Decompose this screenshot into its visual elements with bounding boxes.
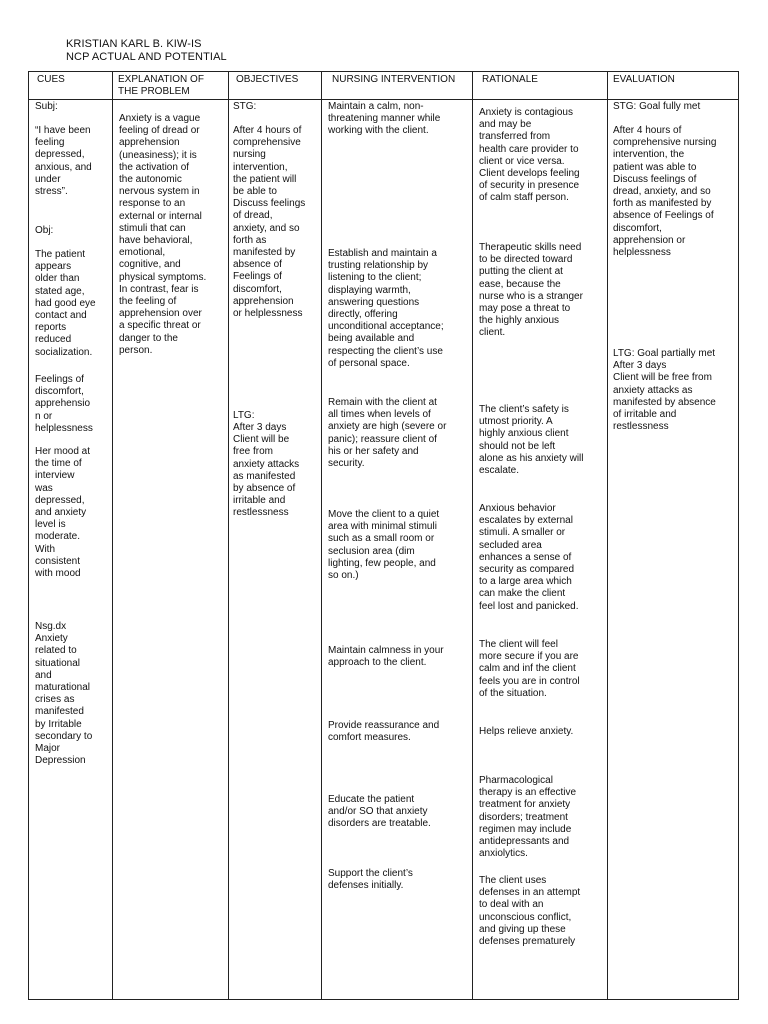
header-cues: CUES xyxy=(37,74,65,85)
column-divider xyxy=(607,72,608,999)
author-name: KRISTIAN KARL B. KIW-IS xyxy=(66,38,202,50)
header-objectives: OBJECTIVES xyxy=(236,74,299,85)
rationale-item: The client will feel more secure if you are calm and inf the client feels you are in control of the situation. xyxy=(479,639,580,699)
intervention-item: Remain with the client at all times when levels of anxiety are high (severe or panic); reassure client of his or her safety and security. xyxy=(328,397,447,470)
explanation-text: Anxiety is a vague feeling of dread or apprehension (uneasiness); it is the activation of the autonomic nervous system in response to an external or internal stimuli that can have behavioral, emotional, cognitive, and physical symptoms. In contrast, fear is the feeling of apprehension over a specific threat or danger to the person. xyxy=(119,113,207,356)
document-header xyxy=(66,38,227,64)
column-divider xyxy=(321,72,322,999)
intervention-item: Provide reassurance and comfort measures. xyxy=(328,720,440,744)
rationale-item: Anxiety is contagious and may be transferred from health care provider to client or vice versa. Client develops feeling of security in presence of calm staff person. xyxy=(479,107,580,204)
rationale-item: The client uses defenses in an attempt to deal with an unconscious conflict, and giving up these defenses prematurely xyxy=(479,875,581,948)
cues-obj-label: Obj: xyxy=(35,225,54,236)
ncp-table xyxy=(28,71,739,1000)
cues-mood: Her mood at the time of interview was depressed, and anxiety level is moderate. With consistent with mood xyxy=(35,446,91,580)
cues-nursing-diagnosis: Nsg.dx Anxiety related to situational and maturational crises as manifested by Irritable secondary to Major Depression xyxy=(35,621,93,767)
intervention-item: Support the client’s defenses initially. xyxy=(328,868,413,892)
evaluation-stg: STG: Goal fully met xyxy=(613,101,701,112)
objectives-ltg-text: After 3 days Client will be free from anxiety attacks as manifested by absence of irritable and restlessness xyxy=(233,422,300,519)
intervention-item: Maintain calmness in your approach to the client. xyxy=(328,645,444,669)
header-intervention: NURSING INTERVENTION xyxy=(332,74,456,85)
header-rationale: RATIONALE xyxy=(482,74,538,85)
document-title: NCP ACTUAL AND POTENTIAL xyxy=(66,51,227,63)
evaluation-ltg: LTG: Goal partially met After 3 days Client will be free from anxiety attacks as manifested by absence of irritable and restlessness xyxy=(613,348,716,433)
objectives-ltg-label: LTG: xyxy=(233,410,255,421)
cues-obj-text: The patient appears older than stated age, had good eye contact and reports reduced socialization. xyxy=(35,249,96,358)
intervention-item: Maintain a calm, non- threatening manner while working with the client. xyxy=(328,101,441,137)
rationale-item: Anxious behavior escalates by external stimuli. A smaller or secluded area enhances a sense of security as compared to a large area which can make the client feel lost and panicked. xyxy=(479,503,579,612)
intervention-item: Establish and maintain a trusting relationship by listening to the client; displaying warmth, answering questions directly, offering unconditional acceptance; being available and respecting the client’s use of personal space. xyxy=(328,248,444,369)
evaluation-stg-text: After 4 hours of comprehensive nursing intervention, the patient was able to Discuss feelings of dread, anxiety, and so forth as manifested by absence of Feelings of discomfort, apprehension or helplessness xyxy=(613,125,717,259)
rationale-item: Helps relieve anxiety. xyxy=(479,726,574,737)
cues-subj-text: “I have been feeling depressed, anxious, and under stress”. xyxy=(35,125,92,198)
rationale-item: Pharmacological therapy is an effective treatment for anxiety disorders; treatment regimen may include antidepressants and anxiolytics. xyxy=(479,775,577,860)
header-divider xyxy=(29,99,738,100)
cues-feelings: Feelings of discomfort, apprehensio n or helplessness xyxy=(35,374,93,434)
intervention-item: Educate the patient and/or SO that anxiety disorders are treatable. xyxy=(328,794,431,830)
header-explanation: EXPLANATION OF THE PROBLEM xyxy=(118,74,204,97)
intervention-item: Move the client to a quiet area with minimal stimuli such as a small room or seclusion area (dim lighting, few people, and so on.) xyxy=(328,509,440,582)
objectives-stg-text: After 4 hours of comprehensive nursing intervention, the patient will be able to Discuss feelings of dread, anxiety, and so forth as manifested by absence of Feelings of discomfort, apprehension or helplessness xyxy=(233,125,306,320)
objectives-stg-label: STG: xyxy=(233,101,257,112)
rationale-item: The client’s safety is utmost priority. A highly anxious client should not be left alone as his anxiety will escalate. xyxy=(479,404,584,477)
rationale-item: Therapeutic skills need to be directed toward putting the client at ease, because the nurse who is a stranger may pose a threat to the highly anxious client. xyxy=(479,242,583,339)
column-divider xyxy=(228,72,229,999)
header-evaluation: EVALUATION xyxy=(613,74,675,85)
column-divider xyxy=(472,72,473,999)
column-divider xyxy=(112,72,113,999)
cues-subj-label: Subj: xyxy=(35,101,58,112)
